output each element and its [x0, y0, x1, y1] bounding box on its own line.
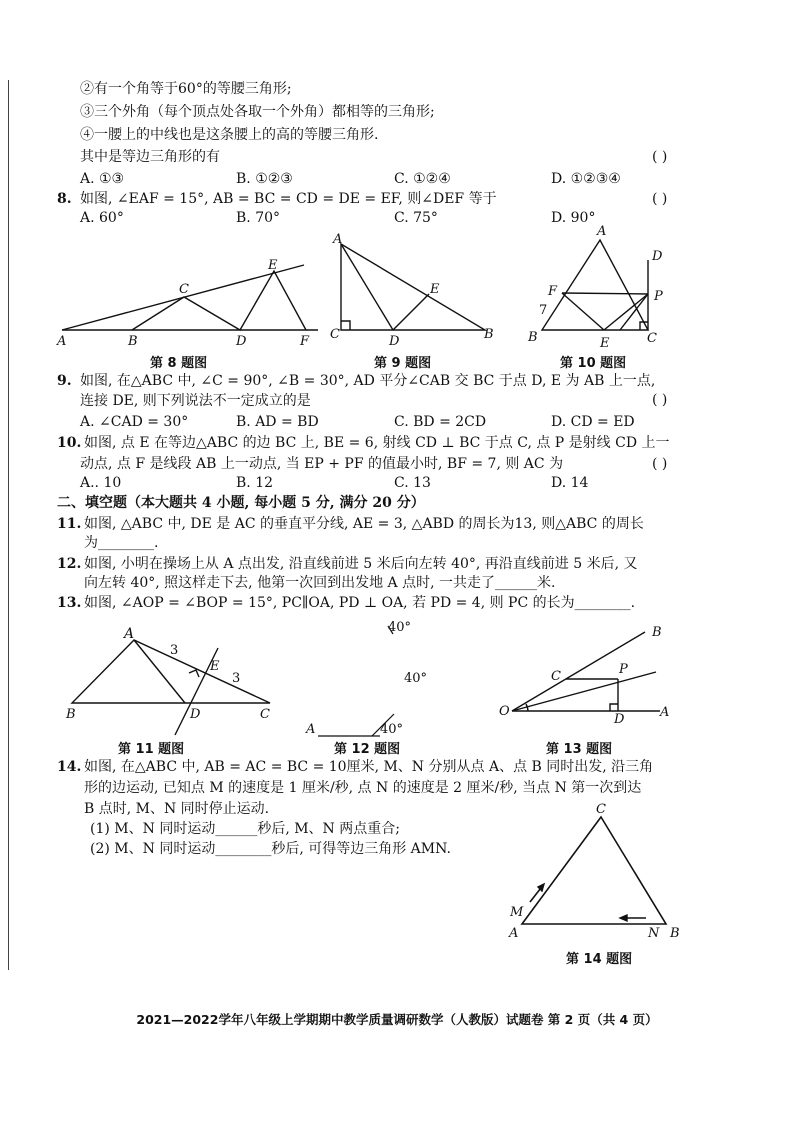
- q11-number: 11.: [57, 516, 82, 532]
- q10-option-a: A.. 10: [80, 475, 122, 491]
- fig14-label-m: M: [510, 905, 524, 920]
- q14-text-line3: B 点时, M、N 同时停止运动.: [84, 801, 270, 817]
- q7-prompt: 其中是等边三角形的有: [80, 149, 220, 165]
- q9-answer-paren: ( ): [652, 392, 668, 408]
- q9-number: 9.: [57, 373, 72, 389]
- fig14-label-c: C: [596, 802, 606, 817]
- fig9-label-a: A: [333, 232, 343, 247]
- q7-option-b: B. ①②③: [236, 171, 293, 187]
- q10-option-c: C. 13: [394, 475, 431, 491]
- fig13-caption: 第 13 题图: [546, 742, 613, 757]
- q10-text-line2: 动点, 点 F 是线段 AB 上一动点, 当 EP + PF 的值最小时, BF = 7, 则 AC 为: [80, 456, 564, 472]
- fig10-label-p: P: [654, 289, 663, 304]
- fig9-label-b: B: [484, 327, 494, 342]
- fig14-label-a: A: [509, 926, 519, 941]
- q7-answer-paren: ( ): [652, 149, 668, 165]
- fig11-label-3b: 3: [232, 671, 241, 686]
- fig8-label-c: C: [179, 282, 189, 297]
- q7-item-2: ②有一个角等于60°的等腰三角形;: [80, 81, 292, 97]
- fig13-label-c: C: [551, 669, 561, 684]
- fig12-angle-top: 40°: [388, 620, 412, 635]
- q10-option-d: D. 14: [551, 475, 589, 491]
- q9-option-b: B. AD = BD: [236, 414, 319, 430]
- fig14-caption: 第 14 题图: [566, 952, 633, 967]
- q8-answer-paren: ( ): [652, 191, 668, 207]
- q8-option-d: D. 90°: [551, 210, 596, 226]
- q7-item-4: ④一腰上的中线也是这条腰上的高的等腰三角形.: [80, 127, 379, 143]
- fig8-label-e: E: [268, 258, 278, 273]
- q10-text-line1: 如图, 点 E 在等边△ABC 的边 BC 上, BE = 6, 射线 CD ⊥ BC 于点 C, 点 P 是射线 CD 上一: [84, 435, 670, 451]
- fig12-angle-bottom: 40°: [380, 722, 404, 737]
- q10-option-b: B. 12: [236, 475, 274, 491]
- q8-text: 如图, ∠EAF = 15°, AB = BC = CD = DE = EF, 则∠DEF 等于: [80, 191, 497, 207]
- fig9-label-e: E: [430, 282, 440, 297]
- fig9-label-c: C: [330, 327, 340, 342]
- fig13-label-o: O: [499, 704, 510, 719]
- q14-text-line2: 形的边运动, 已知点 M 的速度是 1 厘米/秒, 点 N 的速度是 2 厘米/秒, 当点 N 第一次到达: [84, 780, 642, 796]
- q13-text: 如图, ∠AOP = ∠BOP = 15°, PC∥OA, PD ⊥ OA, 若 PD = 4, 则 PC 的长为________.: [84, 595, 636, 611]
- fig8-label-b: B: [128, 334, 138, 349]
- q7-option-a: A. ①③: [80, 171, 125, 187]
- fig9-label-d: D: [389, 334, 400, 349]
- q14-sub-question-1: (1) M、N 同时运动______秒后, M、N 两点重合;: [90, 821, 400, 837]
- q8-option-b: B. 70°: [236, 210, 281, 226]
- fig8-label-a: A: [57, 334, 67, 349]
- q11-text-line2: 为________.: [84, 535, 159, 551]
- fig10-label-d: D: [652, 249, 663, 264]
- fig14-label-n: N: [648, 926, 660, 941]
- q10-number: 10.: [57, 435, 82, 451]
- q14-text-line1: 如图, 在△ABC 中, AB = AC = BC = 10厘米, M、N 分别从点 A、点 B 同时出发, 沿三角: [84, 759, 654, 775]
- q9-text-line1: 如图, 在△ABC 中, ∠C = 90°, ∠B = 30°, AD 平分∠CAB 交 BC 于点 D, E 为 AB 上一点,: [80, 373, 656, 389]
- fig8-caption: 第 8 题图: [150, 356, 208, 371]
- q9-option-d: D. CD = ED: [551, 414, 635, 430]
- q10-answer-paren: ( ): [652, 456, 668, 472]
- fig10-label-b: B: [528, 330, 538, 345]
- q9-option-c: C. BD = 2CD: [394, 414, 487, 430]
- q13-number: 13.: [57, 595, 82, 611]
- q12-text-line1: 如图, 小明在操场上从 A 点出发, 沿直线前进 5 米后向左转 40°, 再沿直线前进 5 米后, 又: [84, 556, 638, 572]
- q7-option-d: D. ①②③④: [551, 171, 621, 187]
- section-fill-in-heading: 二、填空题（本大题共 4 小题, 每小题 5 分, 满分 20 分）: [57, 495, 425, 511]
- fig10-label-a: A: [597, 224, 607, 239]
- fig10-label-7: 7: [539, 303, 548, 318]
- q7-item-3: ③三个外角（每个顶点处各取一个外角）都相等的三角形;: [80, 104, 435, 120]
- q12-text-line2: 向左转 40°, 照这样走下去, 他第一次回到出发地 A 点时, 一共走了______米.: [84, 575, 556, 591]
- q14-number: 14.: [57, 759, 82, 775]
- q7-option-c: C. ①②④: [394, 171, 451, 187]
- fig13-label-a: A: [660, 705, 670, 720]
- fig10-caption: 第 10 题图: [560, 356, 627, 371]
- fig11-label-c: C: [260, 707, 270, 722]
- fig12-label-a: A: [306, 722, 316, 737]
- fig11-label-e: E: [210, 659, 220, 674]
- q9-text-line2: 连接 DE, 则下列说法不一定成立的是: [80, 393, 311, 409]
- fig9-caption: 第 9 题图: [374, 356, 432, 371]
- fig11-label-3a: 3: [170, 643, 179, 658]
- q9-option-a: A. ∠CAD = 30°: [80, 414, 189, 430]
- q11-text-line1: 如图, △ABC 中, DE 是 AC 的垂直平分线, AE = 3, △ABD 的周长为13, 则△ABC 的周长: [84, 516, 644, 532]
- fig11-label-d: D: [190, 707, 201, 722]
- fig13-label-d: D: [614, 712, 625, 727]
- q14-sub-question-2: (2) M、N 同时运动________秒后, 可得等边三角形 AMN.: [90, 841, 451, 857]
- fig14-label-b: B: [670, 926, 680, 941]
- fig10-label-e: E: [600, 336, 610, 351]
- fig10-label-c: C: [647, 331, 657, 346]
- fig8-label-f: F: [300, 334, 310, 349]
- fig11-label-b: B: [66, 707, 76, 722]
- fig12-angle-mid: 40°: [404, 671, 428, 686]
- fig11-label-a: A: [124, 626, 135, 642]
- q12-number: 12.: [57, 556, 82, 572]
- q8-option-a: A. 60°: [80, 210, 124, 226]
- page-footer: 2021—2022学年八年级上学期期中教学质量调研数学（人教版）试题卷 第 2 页（共 4 页）: [136, 1012, 658, 1027]
- fig13-label-b: B: [652, 625, 662, 640]
- fig11-caption: 第 11 题图: [118, 742, 185, 757]
- q8-option-c: C. 75°: [394, 210, 438, 226]
- fig10-label-f: F: [548, 284, 558, 299]
- fig13-label-p: P: [619, 662, 628, 677]
- fig8-label-d: D: [236, 334, 247, 349]
- fig12-caption: 第 12 题图: [334, 742, 401, 757]
- q8-number: 8.: [57, 191, 72, 207]
